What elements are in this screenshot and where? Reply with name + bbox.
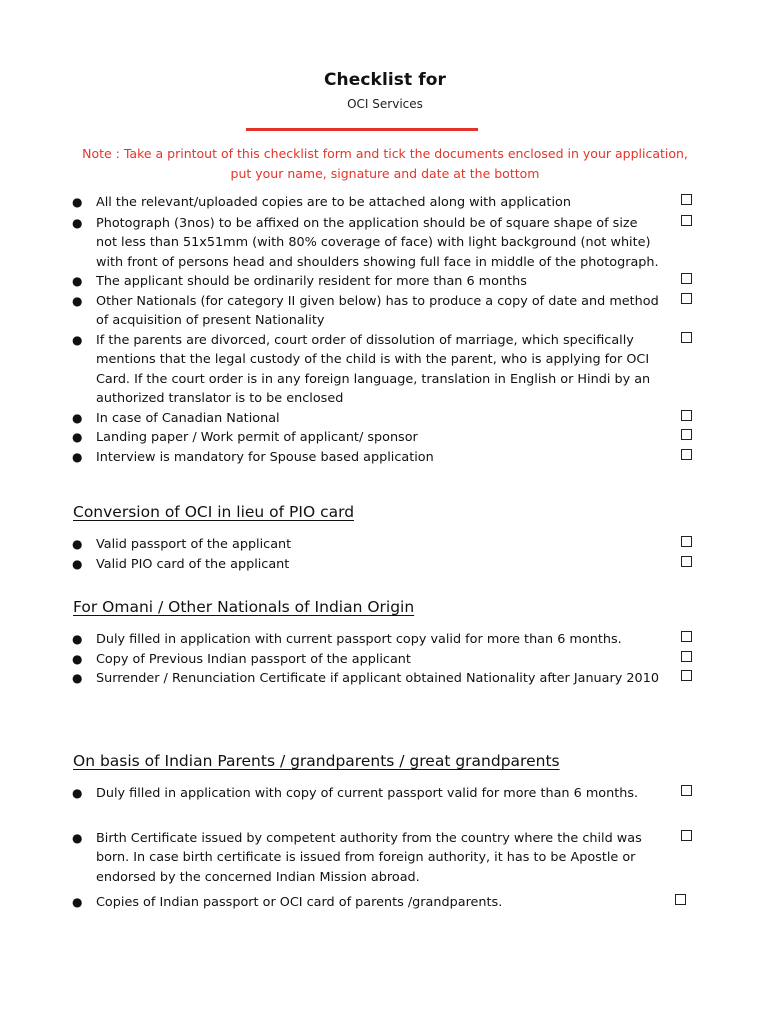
list-item: ● In case of Canadian National xyxy=(60,409,720,429)
checkbox-icon[interactable] xyxy=(681,273,692,284)
bullet-icon: ● xyxy=(72,410,83,425)
list-item: ● Duly filled in application with current passport copy valid for more than 6 months. xyxy=(60,630,720,650)
page-title: Checklist for xyxy=(323,70,447,90)
bullet-icon: ● xyxy=(72,195,83,209)
parents-list xyxy=(60,784,720,913)
bullet-icon: ● xyxy=(72,786,83,800)
checkbox-icon[interactable] xyxy=(681,536,692,547)
bullet-icon: ● xyxy=(72,215,83,230)
list-item: ● Other Nationals (for category II given below) has to produce a copy of date and method of acquisition of present Nationality xyxy=(60,292,720,331)
list-item: ● Valid passport of the applicant xyxy=(60,535,720,555)
list-item: ● Surrender / Renunciation Certificate if applicant obtained Nationality after January 2010 xyxy=(60,669,720,689)
checkbox-icon[interactable] xyxy=(681,631,692,642)
bullet-icon: ● xyxy=(72,332,83,347)
checkbox-icon[interactable] xyxy=(681,429,692,440)
checkbox-icon[interactable] xyxy=(681,670,692,681)
list-item: ● The applicant should be ordinarily resident for more than 6 months xyxy=(60,272,720,292)
list-item: ● Interview is mandatory for Spouse based application xyxy=(60,448,720,468)
conversion-list xyxy=(60,535,720,574)
checkbox-icon[interactable] xyxy=(681,556,692,567)
bullet-icon: ● xyxy=(72,274,83,288)
list-item: ● Copies of Indian passport or OCI card of parents /grandparents. xyxy=(60,893,720,913)
list-item: ● All the relevant/uploaded copies are to be attached along with application xyxy=(60,193,720,213)
bullet-icon: ● xyxy=(72,651,83,666)
list-item: ● Duly filled in application with copy of current passport valid for more than 6 months. xyxy=(60,784,720,804)
checkbox-icon[interactable] xyxy=(681,830,692,841)
note-line-2: put your name, signature and date at the bottom xyxy=(230,166,540,181)
list-item: ● Landing paper / Work permit of applicant/ sponsor xyxy=(60,428,720,448)
bullet-icon: ● xyxy=(72,430,83,444)
page-subtitle: OCI Services xyxy=(347,97,423,111)
bullet-icon: ● xyxy=(72,556,83,571)
note-line-1: Note : Take a printout of this checklist form and tick the documents enclosed in your application, xyxy=(82,146,688,161)
parents-heading: On basis of Indian Parents / grandparents / great grandparents xyxy=(73,752,560,770)
checkbox-icon[interactable] xyxy=(675,894,686,905)
bullet-icon: ● xyxy=(72,293,83,308)
list-item: ● If the parents are divorced, court order of dissolution of marriage, which specifically mentions that the legal custody of the child is with the parent, who is applying for OCI Card. If the court order is in any foreign language, translation in English or Hindi by an authorized translator is to be enclosed xyxy=(60,331,720,409)
checkbox-icon[interactable] xyxy=(681,410,692,421)
bullet-icon: ● xyxy=(72,537,83,551)
conversion-heading: Conversion of OCI in lieu of PIO card xyxy=(73,503,355,521)
list-item: ● Photograph (3nos) to be affixed on the application should be of square shape of size not less than 51x51mm (with 80% coverage of face) with light background (not white) with front of persons head and shoulders showing full face in middle of the photograph. xyxy=(60,214,720,273)
checkbox-icon[interactable] xyxy=(681,785,692,796)
checkbox-icon[interactable] xyxy=(681,215,692,226)
red-divider xyxy=(246,128,478,131)
list-item: ● Valid PIO card of the applicant xyxy=(60,555,720,575)
bullet-icon: ● xyxy=(72,895,83,909)
bullet-icon: ● xyxy=(72,449,83,464)
bullet-icon: ● xyxy=(72,830,83,845)
list-item: ● Copy of Previous Indian passport of the applicant xyxy=(60,650,720,670)
instruction-note xyxy=(40,144,730,184)
general-list xyxy=(60,193,720,467)
omani-heading: For Omani / Other Nationals of Indian Origin xyxy=(73,598,415,616)
list-item: ● Birth Certificate issued by competent authority from the country where the child was born. In case birth certificate is issued from foreign authority, it has to be Apostle or endorsed by the concerned Indian Mission abroad. xyxy=(60,829,720,888)
bullet-icon: ● xyxy=(72,671,83,685)
checkbox-icon[interactable] xyxy=(681,293,692,304)
omani-list xyxy=(60,630,720,689)
checkbox-icon[interactable] xyxy=(681,449,692,460)
checkbox-icon[interactable] xyxy=(681,651,692,662)
bullet-icon: ● xyxy=(72,632,83,646)
checkbox-icon[interactable] xyxy=(681,332,692,343)
checkbox-icon[interactable] xyxy=(681,194,692,205)
